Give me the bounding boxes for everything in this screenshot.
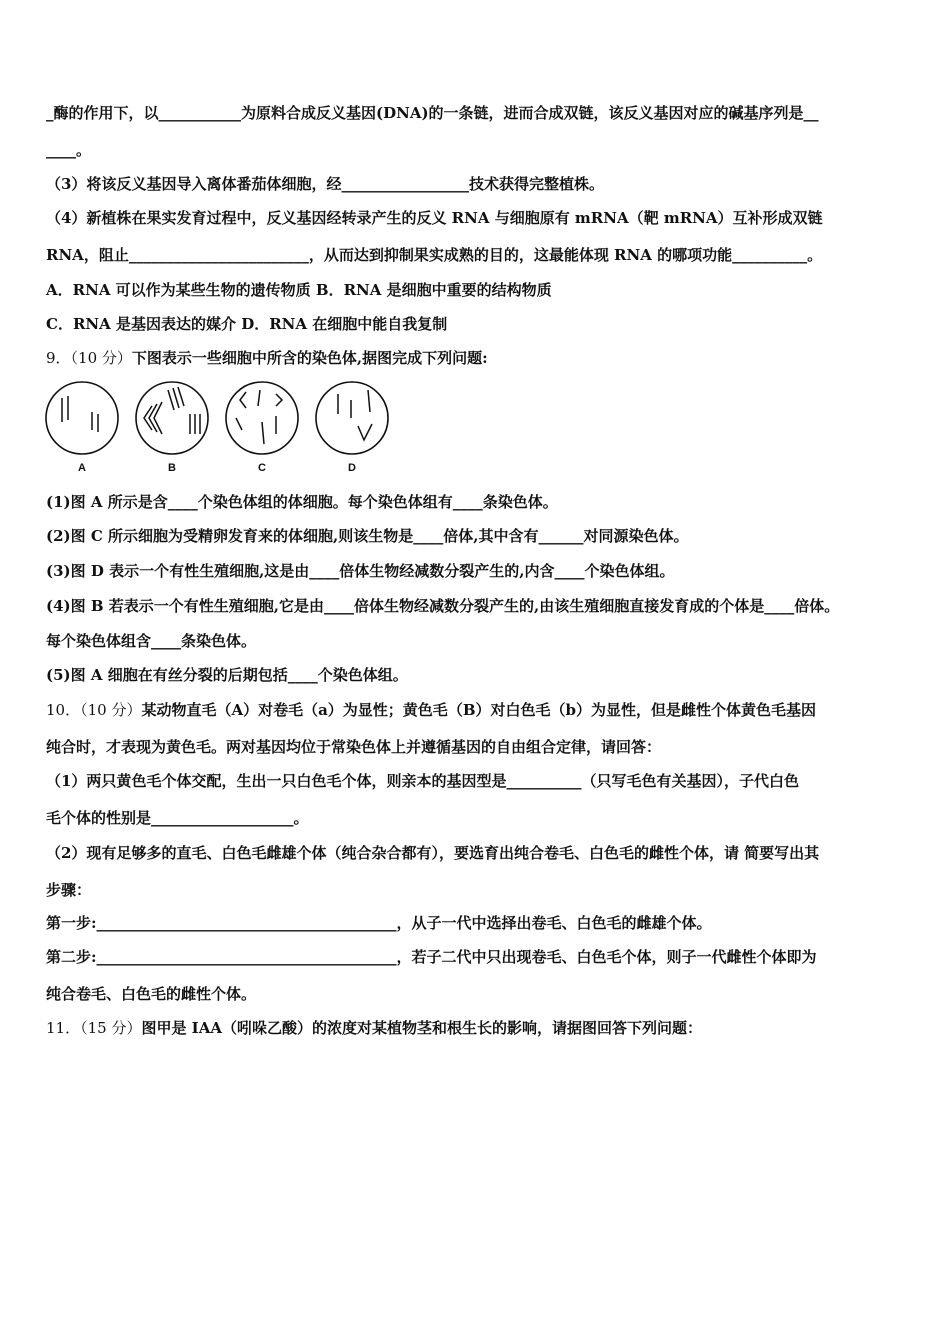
text-line-4: （4）新植株在果实发育过程中，反义基因经转录产生的反义 RNA 与细胞原有 mRNA（靶 mRNA）互补形成双链 [46,209,823,227]
cell-a-circle [46,382,118,454]
chromosome-figure [40,378,400,478]
question-9-part-3: (3)图 D 表示一个有性生殖细胞,这是由____倍体生物经减数分裂产生的,内含____个染色体组。 [46,562,675,580]
question-10-stem-cont: 纯合时，才表现为黄色毛。两对基因均位于常染色体上并遵循基因的自由组合定律，请回答： [46,738,662,756]
question-11-stem [46,1018,702,1038]
question-10-step-2: 第二步:________________________________________，若子二代中只出现卷毛、白色毛个体，则子一代雌性个体即为 [46,948,817,966]
question-10-part-2-cont: 步骤： [46,881,92,899]
question-10-stem [46,700,816,720]
question-9-part-1: (1)图 A 所示是含____个染色体组的体细胞。每个染色体组有____条染色体。 [46,493,558,511]
figure-label-d: D [348,462,356,474]
figure-label-a: A [78,462,86,474]
option-line-cd: C．RNA 是基因表达的媒介 D．RNA 在细胞中能自我复制 [46,315,448,333]
question-9-stem [46,348,488,368]
cell-a-chromosomes [62,396,98,432]
question-10-part-2: （2）现有足够多的直毛、白色毛雌雄个体（纯合杂合都有），要选育出纯合卷毛、白色毛的雌性个体，请 简要写出其 [46,844,820,862]
question-10-number: 10．（10 分） [46,701,142,719]
question-10-step-2-cont: 纯合卷毛、白色毛的雌性个体。 [46,985,257,1003]
cell-d-circle [316,382,388,454]
question-9-number: 9．（10 分） [46,349,132,367]
chromosome-figure-svg [40,378,400,478]
text-line-2: ____。 [46,141,92,159]
question-10-step-1: 第一步:________________________________________，从子一代中选择出卷毛、白色毛的雌雄个体。 [46,914,712,932]
text-line-5: RNA，阻止________________________，从而达到抑制果实成熟的目的，这最能体现 RNA 的哪项功能__________。 [46,246,823,264]
question-9-part-5: (5)图 A 细胞在有丝分裂的后期包括____个染色体组。 [46,666,408,684]
cell-b-circle [136,382,208,454]
cell-c-chromosomes [236,390,282,444]
question-9-part-4: (4)图 B 若表示一个有性生殖细胞,它是由____倍体生物经减数分裂产生的,由该生殖细胞直接发育成的个体是____倍体。 [46,597,840,615]
option-line-ab: A．RNA 可以作为某些生物的遗传物质 B．RNA 是细胞中重要的结构物质 [46,281,552,299]
question-10-part-1-cont: 毛个体的性别是___________________。 [46,809,309,827]
question-10-part-1: （1）两只黄色毛个体交配，生出一只白色毛个体，则亲本的基因型是__________（只写毛色有关基因），子代白色 [46,772,799,790]
question-11-text: 图甲是 IAA（吲哚乙酸）的浓度对某植物茎和根生长的影响，请据图回答下列问题： [141,1019,702,1037]
question-9-text: 下图表示一些细胞中所含的染色体,据图完成下列问题: [131,349,488,367]
question-9-part-4-cont: 每个染色体组含____条染色体。 [46,632,257,650]
figure-label-c: C [258,462,266,474]
cell-b-chromosomes [144,387,200,434]
text-line-3: （3）将该反义基因导入离体番茄体细胞，经_________________技术获得完整植株。 [46,175,604,193]
cell-d-chromosomes [338,390,372,440]
figure-label-b: B [168,462,176,474]
question-10-text: 某动物直毛（A）对卷毛（a）为显性；黄色毛（B）对白色毛（b）为显性，但是雌性个体黄色毛基因 [141,701,816,719]
question-9-part-2: (2)图 C 所示细胞为受精卵发育来的体细胞,则该生物是____倍体,其中含有______对同源染色体。 [46,527,689,545]
text-line-1: _酶的作用下，以___________为原料合成反义基因(DNA)的一条链，进而合成双链，该反义基因对应的碱基序列是__ [46,104,819,122]
question-11-number: 11．（15 分） [46,1019,142,1037]
